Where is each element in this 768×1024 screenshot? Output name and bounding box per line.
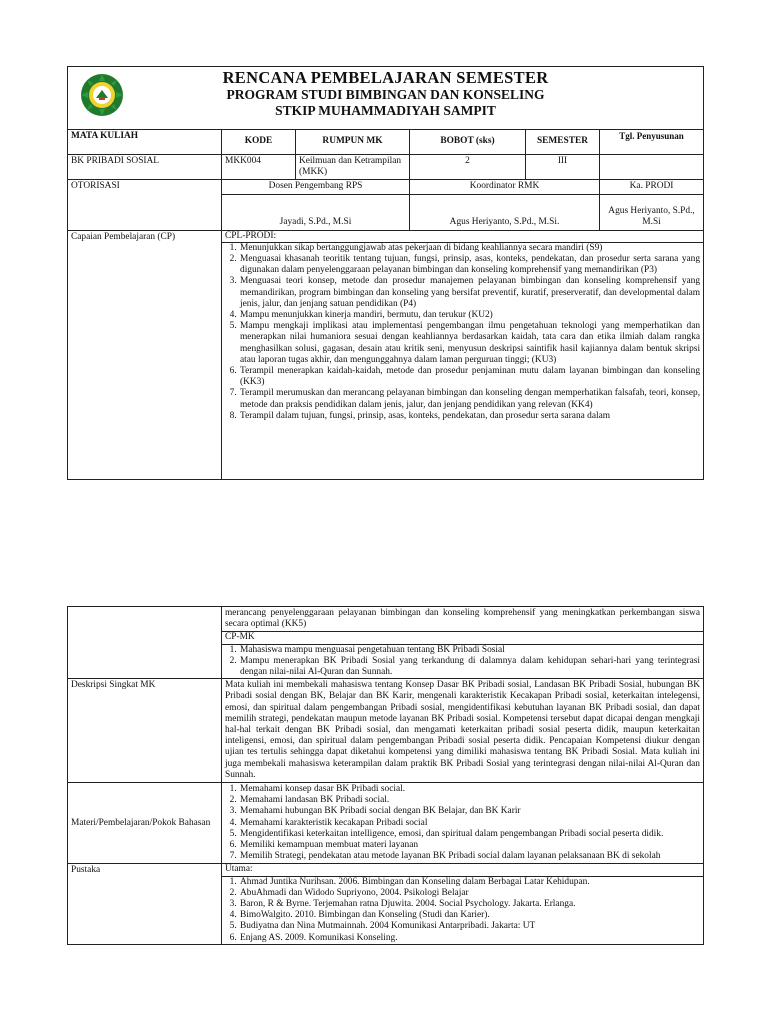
list-item: 6. Terampil menerapkan kaidah-kaidah, metode dan prosedur penjaminan mutu dalam layanan bimbingan dan konseling (KK3): [239, 366, 700, 388]
pustaka-utama-label: Utama:: [222, 864, 703, 876]
list-item: 2. Mampu menerapkan BK Pribadi Sosial yang terkandung di dalamnya dalam kehidupan sehari-hari yang terintegrasi dengan nilai-nilai Al-Quran dan Sunnah.: [239, 656, 700, 678]
koordinator-name: Agus Heriyanto, S.Pd., M.Si.: [410, 194, 600, 230]
course-code: MKK004: [222, 155, 296, 180]
list-item: 7. Terampil merumuskan dan merancang pelayanan bimbingan dan konseling dengan memperhatikan falsafah, teori, konsep, metode dan praksis pendidikan dalam jenis, jalur, dan jenjang pendidikan yang relevan (KK4): [239, 388, 700, 410]
course-rumpun: Keilmuan dan Ketrampilan (MKK): [296, 155, 410, 180]
list-item: 3. Memahami hubungan BK Pribadi social dengan BK Belajar, dan BK Karir: [239, 806, 700, 817]
kaprodi-label: Ka. PRODI: [600, 180, 704, 194]
list-item: 5. Budiyatna dan Nina Mutmainnah. 2004 Komunikasi Antarpribadi. Jakarta: UT: [239, 921, 700, 932]
list-item: 6. Memiliki kemampuan membuat materi layanan: [239, 840, 700, 851]
deskripsi-text: Mata kuliah ini membekali mahasiswa tentang Konsep Dasar BK Pribadi sosial, Landasan BK Pribadi Sosial, hubungan BK Pribadi sosial dengan BK, Belajar dan BK Karir, mengenali karakteristik Kecakapan Pribadi sosial, keterkaitan intelegensi, emosi, dan spiritual dalam pengembangan Pribadi sosial, mengidentifikasi kebutuhan layanan BK Pribadi sosial, dan dapat memilih strategi, pendekatan maupun metode layanan BK Pribadi sosial. Kompetensi tersebut dapat dicapai dengan mengkaji hal-hal terkait dengan BK Pribadi sosial, dan mengamati keterkaitan pribadi sosial peserta didik, maupun keterkaitan inteligensi, emosi, dan spiritual dalam pengembangan Pribadi sosial peserta didik. Pencapaian Kompetensi diukur dengan ujian tes tertulis sehingga dapat diketahui kompetensi yang dimiliki mahasiswa tentang BK Pribadi Sosial. Mata kuliah ini juga membekali mahasiswa keterampilan dalam praktik BK Pribadi Sosial yang terintegrasi dengan nilai-nilai Al-Quran dan Sunnah.: [222, 679, 704, 783]
cp-label-continued: [68, 607, 222, 679]
cp-label: Capaian Pembelajaran (CP): [68, 230, 222, 479]
list-item: 5. Mengidentifikasi keterkaitan intelligence, emosi, dan spiritual dalam pengembangan Pribadi social peserta didik.: [239, 829, 700, 840]
pustaka-label: Pustaka: [68, 864, 222, 944]
list-item: 2. Menguasai khasanah teoritik tentang tujuan, fungsi, prinsip, asas, konteks, pendekatan, dan prosedur serta sarana yang digunakan dalam penyelenggaraan pelayanan bimbingan dan konseling komprehensif yang memandirikan (P3): [239, 254, 700, 276]
col-header-bobot: BOBOT (sks): [410, 130, 526, 155]
dosen-pengembang-name: Jayadi, S.Pd., M.Si: [222, 194, 410, 230]
col-header-tgl-penyusunan: Tgl. Penyusunan: [600, 130, 704, 155]
cpmk-cell: [222, 632, 704, 679]
col-header-semester: SEMESTER: [526, 130, 600, 155]
kaprodi-name: Agus Heriyanto, S.Pd., M.Si: [600, 194, 704, 230]
materi-list: [225, 784, 700, 862]
otorisasi-label: OTORISASI: [68, 180, 222, 230]
list-item: 4. Memahami karakteristik kecakapan Pribadi social: [239, 818, 700, 829]
cpl-prodi-cell: [222, 230, 704, 479]
pustaka-list: [225, 877, 700, 944]
document-header: [68, 67, 704, 130]
list-item: 2. Memahami landasan BK Pribadi social.: [239, 795, 700, 806]
list-item: 1. Memahami konsep dasar BK Pribadi social.: [239, 784, 700, 795]
col-header-mata-kuliah: MATA KULIAH: [68, 130, 222, 155]
list-item: 3. Baron, R & Byrne. Terjemahan ratna Djuwita. 2004. Social Psychology. Jakarta. Erlanga.: [239, 899, 700, 910]
cpl-continued-cell: [222, 607, 704, 632]
list-item: 1. Mahasiswa mampu menguasai pengetahuan tentang BK Pribadi Sosial: [239, 645, 700, 656]
col-header-rumpun: RUMPUN MK: [296, 130, 410, 155]
rps-page-2: [67, 606, 703, 945]
list-item: 8. Terampil dalam tujuan, fungsi, prinsip, asas, konteks, pendekatan, dan prosedur serta sarana dalam: [239, 411, 700, 422]
list-item: 2. AbuAhmadi dan Widodo Supriyono, 2004. Psikologi Belajar: [239, 888, 700, 899]
institution-name: STKIP MUHAMMADIYAH SAMPIT: [275, 103, 496, 118]
program-name: PROGRAM STUDI BIMBINGAN DAN KONSELING: [226, 87, 545, 102]
cpl-list: [225, 243, 700, 422]
rps-page-1: [67, 66, 703, 480]
materi-cell: [222, 783, 704, 864]
dosen-pengembang-label: Dosen Pengembang RPS: [222, 180, 410, 194]
course-name: BK PRIBADI SOSIAL: [68, 155, 222, 180]
list-item: 7. Memilih Strategi, pendekatan atau metode layanan BK Pribadi social dalam layanan pelaksanaan BK di sekolah: [239, 851, 700, 862]
list-item: 4. BimoWalgito. 2010. Bimbingan dan Konseling (Studi dan Karier).: [239, 910, 700, 921]
course-semester: III: [526, 155, 600, 180]
list-item: 6. Enjang AS. 2009. Komunikasi Konseling.: [239, 933, 700, 944]
koordinator-label: Koordinator RMK: [410, 180, 600, 194]
course-tgl: [600, 155, 704, 180]
list-item: 1. Menunjukkan sikap bertanggungjawab atas pekerjaan di bidang keahliannya secara mandiri (S9): [239, 243, 700, 254]
list-item: 1. Ahmad Juntika Nurihsan. 2006. Bimbingan dan Konseling dalam Berbagai Latar Kehidupan.: [239, 877, 700, 888]
list-item: 4. Mampu menunjukkan kinerja mandiri, bermutu, dan terukur (KU2): [239, 310, 700, 321]
list-item: 3. Menguasai teori konsep, metode dan prosedur manajemen pelayanan bimbingan dan konseling komprehensif yang memandirikan, program bimbingan dan konseling yang bersifat preventif, kuratif, preserveratif, dan developmental dalam jenis, jalur, dan jenjang satuan pendidikan (P4): [239, 276, 700, 310]
list-item: 5. Mampu mengkaji implikasi atau implementasi pengembangan ilmu pengetahuan teknologi yang memperhatikan dan menerapkan nilai humaniora sesuai dengan keahliannya berdasarkan kaidah, tata cara dan etika ilmiah dalam rangka menghasilkan solusi, gagasan, desain atau kritik seni, menyusun deskripsi saintifik hasil kajiannya dalam bentuk skripsi atau laporan tugas akhir, dan mengunggahnya dalam laman perguruan tinggi; (KU3): [239, 321, 700, 366]
cpl-item-8-continued: merancang penyelenggaraan pelayanan bimbingan dan konseling komprehensif yang meningkatkan perkembangan siswa secara optimal (KK5): [225, 608, 700, 630]
deskripsi-label: Deskripsi Singkat MK: [68, 679, 222, 783]
rps-table-page-2: [67, 606, 704, 945]
rps-table-page-1: [67, 66, 704, 480]
cpl-prodi-label: CPL-PRODI:: [222, 231, 703, 243]
course-bobot: 2: [410, 155, 526, 180]
cpmk-list: [225, 645, 700, 679]
document-title: RENCANA PEMBELAJARAN SEMESTER: [222, 68, 549, 87]
cpmk-label: CP-MK: [222, 632, 703, 644]
materi-label: Materi/Pembelajaran/Pokok Bahasan: [68, 783, 222, 864]
pustaka-cell: [222, 864, 704, 944]
col-header-kode: KODE: [222, 130, 296, 155]
